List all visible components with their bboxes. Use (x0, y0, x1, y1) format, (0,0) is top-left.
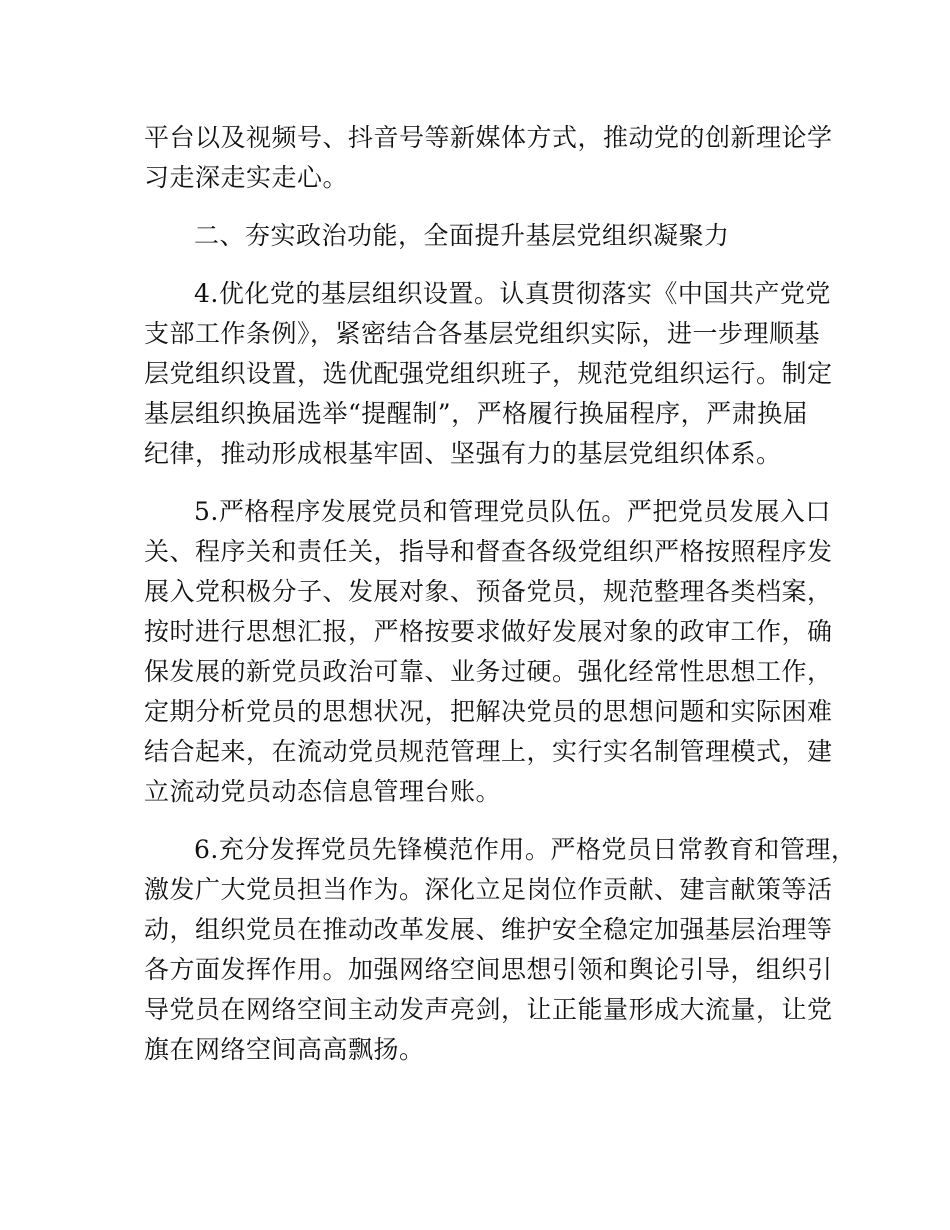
paragraph-item-6 (144, 830, 857, 1070)
text-line: 平台以及视频号、抖音号等新媒体方式，推动党的创新理论学 (144, 123, 833, 152)
text-line: 保发展的新党员政治可靠、业务过硬。强化经常性思想工作， (144, 657, 833, 686)
text-line: 关、程序关和责任关，指导和督查各级党组织严格按照程序发 (144, 537, 833, 566)
text-line: 旗在网络空间高高飘扬。 (144, 1035, 425, 1064)
text-line: 习走深走实走心。 (144, 163, 349, 192)
document-body (144, 118, 857, 1070)
text-line: 按时进行思想汇报，严格按要求做好发展对象的政审工作，确 (144, 617, 833, 646)
text-line: 结合起来，在流动党员规范管理上，实行实名制管理模式，建 (144, 737, 833, 766)
text-line: 立流动党员动态信息管理台账。 (144, 777, 502, 806)
text-line: 5.严格程序发展党员和管理党员队伍。严把党员发展入口 (194, 497, 831, 526)
paragraph-item-4 (144, 274, 833, 474)
heading-line: 二、夯实政治功能，全面提升基层党组织凝聚力 (194, 221, 730, 250)
paragraph-continuation (144, 118, 833, 198)
text-line: 激发广大党员担当作为。深化立足岗位作贡献、建言献策等活 (144, 875, 833, 904)
text-line: 纪律，推动形成根基牢固、坚强有力的基层党组织体系。 (144, 439, 782, 468)
text-line: 支部工作条例》，紧密结合各基层党组织实际，进一步理顺基 (144, 319, 821, 348)
text-line: 导党员在网络空间主动发声亮剑，让正能量形成大流量，让党 (144, 995, 833, 1024)
text-line: 定期分析党员的思想状况，把解决党员的思想问题和实际困难 (144, 697, 833, 726)
text-line: 动，组织党员在推动改革发展、维护安全稳定加强基层治理等 (144, 915, 833, 944)
text-line: 各方面发挥作用。加强网络空间思想引领和舆论引导，组织引 (144, 955, 833, 984)
paragraph-item-5 (144, 492, 833, 812)
text-line: 6.充分发挥党员先锋模范作用。严格党员日常教育和管理， (194, 835, 857, 864)
text-line: 4.优化党的基层组织设置。认真贯彻落实《中国共产党党 (194, 279, 831, 308)
text-line: 层党组织设置，选优配强党组织班子，规范党组织运行。制定 (144, 359, 833, 388)
section-heading (144, 216, 824, 256)
text-line: 展入党积极分子、发展对象、预备党员，规范整理各类档案， (144, 577, 833, 606)
text-line: 基层组织换届选举“提醒制”，严格履行换届程序，严肃换届 (144, 399, 809, 428)
